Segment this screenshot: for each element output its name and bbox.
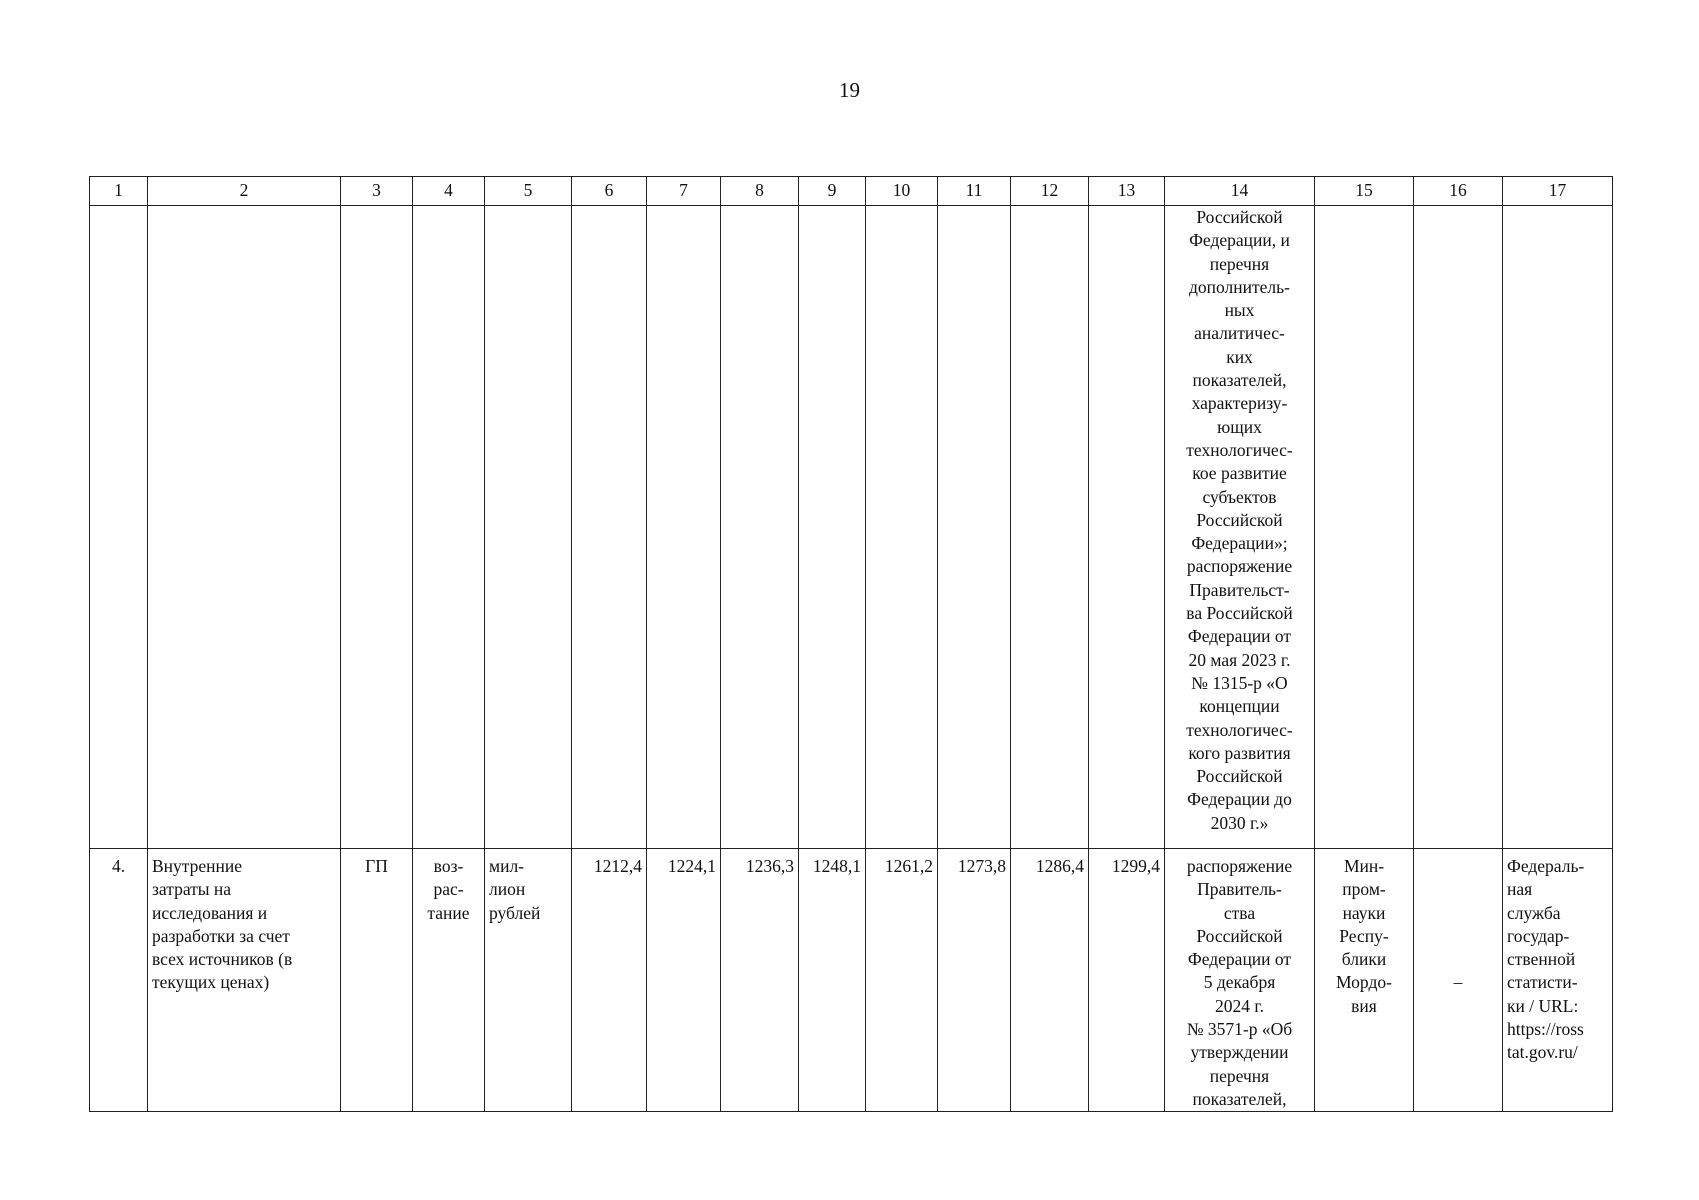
column-header: 7 (647, 177, 721, 206)
row-number-text: 4. (111, 856, 126, 876)
table-cell (799, 206, 866, 849)
value-text: 1273,8 (957, 856, 1006, 876)
empty-value-cell (1414, 849, 1503, 1112)
column-header: 12 (1011, 177, 1089, 206)
table-cell (1414, 206, 1503, 849)
indicator-name (148, 849, 341, 1112)
column-header: 11 (938, 177, 1011, 206)
data-source (1503, 849, 1613, 1112)
table-cell (148, 206, 341, 849)
column-header: 16 (1414, 177, 1503, 206)
table-cell (1503, 206, 1613, 849)
indicator-level (341, 849, 413, 1112)
column-header: 2 (148, 177, 341, 206)
table-cell (938, 206, 1011, 849)
column-header: 14 (1165, 177, 1315, 206)
value-text: 1212,4 (593, 856, 642, 876)
value-text: 1248,1 (812, 856, 861, 876)
value-text: 1261,2 (884, 856, 933, 876)
table-cell (866, 206, 938, 849)
table-cell (485, 206, 572, 849)
column-header: 9 (799, 177, 866, 206)
value-cell (799, 849, 866, 1112)
row-number (90, 849, 148, 1112)
legal-basis-cell (1165, 206, 1315, 849)
column-header: 17 (1503, 177, 1613, 206)
table-cell (90, 206, 148, 849)
indicator-trend (413, 849, 485, 1112)
value-cell (866, 849, 938, 1112)
column-header: 3 (341, 177, 413, 206)
data-source-text: Федераль- ная служба государ- ственной статисти- ки / URL: https://ross tat.gov.ru/ (1507, 856, 1585, 1063)
responsible-body (1315, 849, 1414, 1112)
table-cell (341, 206, 413, 849)
column-header: 6 (572, 177, 647, 206)
value-text: 1286,4 (1035, 856, 1084, 876)
table-cell (572, 206, 647, 849)
value-cell (721, 849, 799, 1112)
indicator-row-4 (90, 849, 1613, 1112)
column-number-row (90, 177, 1613, 206)
legal-basis-text: распоряжение Правитель- ства Российской Федерации от 5 декабря 2024 г. № 3571-р «Об утверждении перечня показателей, (1186, 856, 1293, 1109)
continuation-row (90, 206, 1613, 849)
table-cell (721, 206, 799, 849)
column-header: 10 (866, 177, 938, 206)
legal-basis-text: Российской Федерации, и перечня дополнитель- ных аналитичес- ких показателей, характеризу- ющих технологичес- кое развитие субъектов Российской Федерации»; распоряжение Правительст- ва Российской Федерации от 20 мая 2023 г. № 1315-р «О концепции технологичес- кого развития Российской Федерации до 2030 г.» (1186, 207, 1293, 833)
responsible-body-text: Мин- пром- науки Респу- блики Мордо- вия (1336, 856, 1392, 1016)
indicator-name-text: Внутренние затраты на исследования и разработки за счет всех источников (в текущих ценах) (152, 856, 293, 993)
table-cell (1089, 206, 1165, 849)
column-header: 4 (413, 177, 485, 206)
value-text: 1236,3 (745, 856, 794, 876)
table-cell (413, 206, 485, 849)
table-cell (647, 206, 721, 849)
table-cell (1315, 206, 1414, 849)
indicator-level-text: ГП (365, 856, 388, 876)
unit-of-measure (485, 849, 572, 1112)
value-cell (938, 849, 1011, 1112)
value-cell (1011, 849, 1089, 1112)
column-header: 15 (1315, 177, 1414, 206)
legal-basis-cell (1165, 849, 1315, 1112)
value-cell (572, 849, 647, 1112)
column-header: 13 (1089, 177, 1165, 206)
column-header: 8 (721, 177, 799, 206)
unit-of-measure-text: мил- лион рублей (489, 856, 541, 923)
value-cell (647, 849, 721, 1112)
indicators-table (89, 176, 1613, 1112)
value-text: 1299,4 (1111, 856, 1160, 876)
indicator-trend-text: воз- рас- тание (427, 856, 470, 923)
value-cell (1089, 849, 1165, 1112)
column-header: 1 (90, 177, 148, 206)
value-text: 1224,1 (667, 856, 716, 876)
dash-text: – (1453, 972, 1463, 993)
table-cell (1011, 206, 1089, 849)
page-number: 19 (839, 78, 860, 102)
column-header: 5 (485, 177, 572, 206)
